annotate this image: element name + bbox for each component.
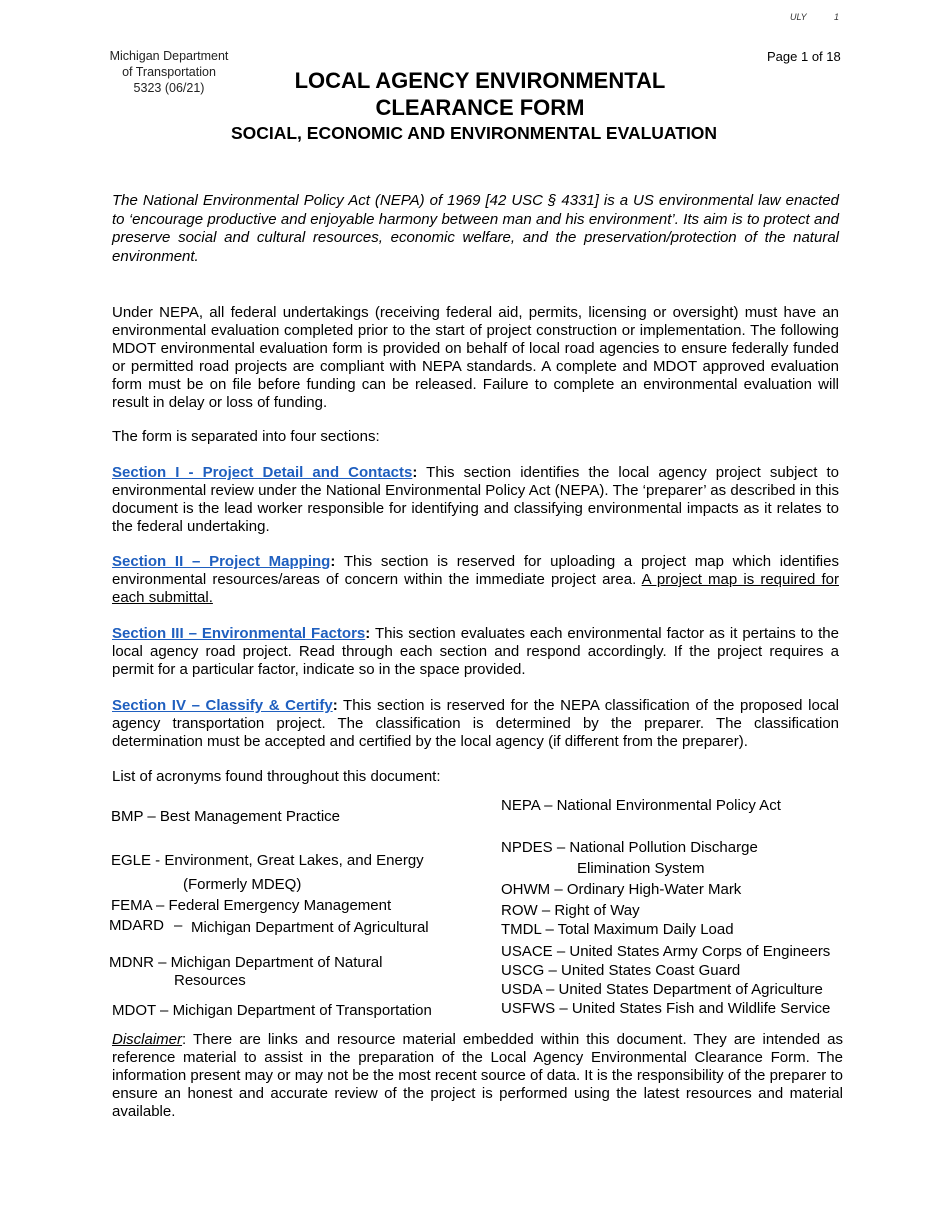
colon: : bbox=[332, 697, 338, 714]
section-3-description bbox=[112, 625, 839, 679]
section-4-description bbox=[112, 697, 839, 751]
acronym-uscg: USCG – United States Coast Guard bbox=[501, 962, 741, 979]
section-4-link[interactable]: Section IV – Classify & Certify bbox=[112, 697, 333, 714]
sections-intro: The form is separated into four sections: bbox=[112, 428, 380, 445]
acronym-tmdl: TMDL – Total Maximum Daily Load bbox=[501, 921, 734, 938]
disclaimer bbox=[112, 1031, 843, 1121]
acronym-egle-sub: (Formerly MDEQ) bbox=[183, 876, 302, 893]
title-line: LOCAL AGENCY ENVIRONMENTAL bbox=[294, 68, 666, 93]
colon: : bbox=[412, 464, 418, 481]
map-required-note: A project map is required for each submittal. bbox=[112, 571, 839, 606]
acronym-mdot: MDOT – Michigan Department of Transportation bbox=[112, 1002, 432, 1019]
form-number: 5323 (06/21) bbox=[133, 81, 205, 95]
disclaimer-text: : There are links and resource material embedded within this document. They are intended as reference material to assist in the preparation of the Local Agency Environmental Clearance Form. The information present may or may not be the most recent source of data. It is the responsibility of the preparer to ensure an honest and accurate review of the project is performed using the latest resources and material available. bbox=[112, 1031, 843, 1120]
header-number: 1 bbox=[834, 12, 840, 22]
page-subtitle: SOCIAL, ECONOMIC AND ENVIRONMENTAL EVALUATION bbox=[230, 123, 718, 143]
header-code: ULY bbox=[790, 12, 807, 22]
acronym-egle: EGLE - Environment, Great Lakes, and Energy bbox=[111, 852, 424, 869]
acronym-fema: FEMA – Federal Emergency Management bbox=[111, 897, 392, 914]
acronym-nepa: NEPA – National Environmental Policy Act bbox=[501, 797, 781, 814]
acronym-npdes: NPDES – National Pollution Discharge bbox=[501, 839, 758, 856]
disclaimer-label: Disclaimer bbox=[112, 1031, 183, 1048]
title-line: CLEARANCE FORM bbox=[375, 95, 585, 120]
department-line: of Transportation bbox=[122, 65, 216, 79]
acronym-mdard-dash: – bbox=[174, 917, 183, 934]
acronym-bmp: BMP – Best Management Practice bbox=[111, 808, 340, 825]
section-3-link[interactable]: Section III – Environmental Factors bbox=[112, 625, 366, 642]
colon: : bbox=[365, 625, 371, 642]
department-line: Michigan Department bbox=[109, 49, 229, 63]
acronym-usace: USACE – United States Army Corps of Engineers bbox=[501, 943, 831, 960]
page-title bbox=[180, 67, 780, 121]
acronym-npdes-sub: Elimination System bbox=[577, 860, 705, 877]
section-text: This section is reserved for uploading a project map which identifies environmental resources/areas of concern within the immediate project area. bbox=[112, 553, 839, 588]
acronym-mdnr-sub: Resources bbox=[174, 972, 246, 989]
acronym-mdard-name: Michigan Department of Agricultural bbox=[191, 919, 429, 936]
section-2-link[interactable]: Section II – Project Mapping bbox=[112, 553, 331, 570]
page-number: Page 1 of 18 bbox=[767, 49, 841, 64]
section-text: This section is reserved for the NEPA classification of the proposed local agency transportation project. The classification is determined by the preparer. The classification determination must be accepted and certified by the local agency (if different from the preparer). bbox=[112, 697, 839, 750]
nepa-paragraph: Under NEPA, all federal undertakings (receiving federal aid, permits, licensing or oversight) must have an environmental evaluation completed prior to the start of project construction or implementation. The following MDOT environmental evaluation form is provided on behalf of local road agencies to ensure federally funded or permitted road projects are compliant with NEPA standards. A complete and MDOT approved evaluation form must be on file before funding can be released. Failure to complete an environmental evaluation will result in delay or loss of funding. bbox=[112, 304, 839, 411]
acronym-row: ROW – Right of Way bbox=[501, 902, 640, 919]
section-text: This section evaluates each environmental factor as it pertains to the local agency road project. Read through each section and respond accordingly. If the project requires a permit for a particular factor, indicate so in the space provided. bbox=[112, 625, 839, 678]
acronym-mdard-abbr: MDARD bbox=[109, 917, 164, 934]
acronym-mdnr: MDNR – Michigan Department of Natural bbox=[109, 954, 383, 971]
acronym-usda: USDA – United States Department of Agriculture bbox=[501, 981, 823, 998]
intro-paragraph: The National Environmental Policy Act (NEPA) of 1969 [42 USC § 4331] is a US environmental law enacted to ‘encourage productive and enjoyable harmony between man and his environment’. Its aim is to protect and preserve social and cultural resources, economic welfare, and the preservation/protection of the natural environment. bbox=[112, 192, 839, 265]
section-2-description bbox=[112, 553, 839, 607]
acronym-ohwm: OHWM – Ordinary High-Water Mark bbox=[501, 881, 742, 898]
acronym-usfws: USFWS – United States Fish and Wildlife Service bbox=[501, 1000, 831, 1017]
colon: : bbox=[330, 553, 336, 570]
section-1-link[interactable]: Section I - Project Detail and Contacts bbox=[112, 464, 413, 481]
section-1-description bbox=[112, 464, 839, 536]
acronyms-intro: List of acronyms found throughout this document: bbox=[112, 768, 441, 785]
section-text: This section identifies the local agency project subject to environmental review under the National Environmental Policy Act (NEPA). The ‘preparer’ as described in this document is the lead worker responsible for identifying and classifying environmental impacts as it relates to the federal undertaking. bbox=[112, 464, 839, 535]
